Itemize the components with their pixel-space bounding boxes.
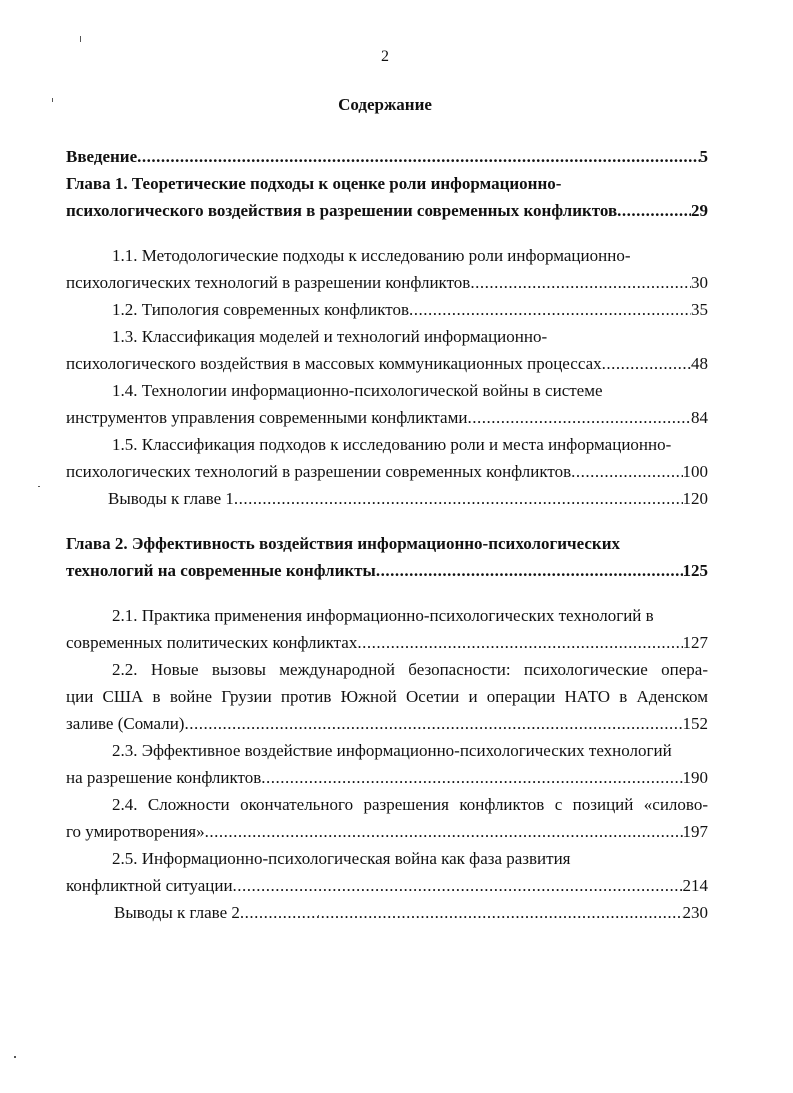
toc-chapter2	[66, 557, 708, 584]
scan-speck	[38, 486, 40, 487]
toc-section-1-1-page: 30	[691, 273, 708, 292]
toc-section-2-4	[66, 818, 708, 845]
leader-dots	[376, 557, 683, 584]
toc-section-1-1-line2: психологических технологий в разрешении конфликтов	[66, 273, 471, 292]
toc-section-1-4-line2: инструментов управления современными конфликтами	[66, 408, 468, 427]
leader-dots	[602, 350, 691, 377]
toc-section-2-1-line1: 2.1. Практика применения информационно-психологических технологий в	[112, 606, 654, 625]
leader-dots	[571, 458, 682, 485]
toc-section-1-1	[66, 269, 708, 296]
scan-speck	[52, 98, 53, 102]
toc-section-1-1-line1: 1.1. Методологические подходы к исследованию роли информационно-	[112, 246, 631, 265]
toc-intro	[66, 143, 708, 170]
toc-section-1-5-line2: психологических технологий в разрешении современных конфликтов	[66, 462, 572, 481]
toc-chapter2-line1: Глава 2. Эффективность воздействия информационно-психологических	[66, 534, 621, 553]
leader-dots	[617, 197, 691, 224]
toc-section-2-2-page: 152	[682, 714, 708, 733]
leader-dots	[240, 899, 683, 926]
toc-chapter1	[66, 197, 708, 224]
toc-intro-page: 5	[699, 147, 708, 166]
toc-section-1-4	[66, 404, 708, 431]
toc-section-2-3-line1: 2.3. Эффективное воздействие информационно-психологических технологий	[112, 741, 672, 760]
toc-chapter1-page: 29	[691, 201, 708, 220]
toc-chapter2-line2: технологий на современные конфликты	[66, 561, 376, 580]
toc-section-1-5	[66, 458, 708, 485]
page-title: Содержание	[338, 95, 432, 114]
toc-section-2-3-page: 190	[682, 768, 708, 787]
toc-section-2-3	[66, 764, 708, 791]
leader-dots	[234, 485, 683, 512]
toc-chapter1-line2: психологического воздействия в разрешении современных конфликтов	[66, 201, 618, 220]
toc-section-1-5-line1: 1.5. Классификация подходов к исследованию роли и места информационно-	[112, 435, 672, 454]
toc-section-1-3-line2: психологического воздействия в массовых коммуникационных процессах	[66, 354, 602, 373]
toc-section-2-4-page: 197	[682, 822, 708, 841]
leader-dots	[137, 143, 699, 170]
page-number: 2	[381, 48, 389, 65]
leader-dots	[261, 764, 682, 791]
toc-section-2-1-line2: современных политических конфликтах	[66, 633, 358, 652]
toc-section-2-1-page: 127	[682, 633, 708, 652]
toc-conclusions-1	[66, 485, 708, 512]
table-of-contents	[66, 143, 708, 926]
toc-section-2-5	[66, 872, 708, 899]
toc-section-2-5-line2: конфликтной ситуации	[66, 876, 233, 895]
toc-section-1-2-label: 1.2. Типология современных конфликтов	[112, 300, 410, 319]
toc-section-1-3-line1: 1.3. Классификация моделей и технологий информационно-	[112, 327, 548, 346]
leader-dots	[467, 404, 691, 431]
leader-dots	[205, 818, 683, 845]
toc-section-1-5-page: 100	[682, 462, 708, 481]
toc-conclusions-2-page: 230	[682, 903, 708, 922]
toc-conclusions-2-label: Выводы к главе 2	[114, 903, 240, 922]
leader-dots	[184, 710, 682, 737]
toc-section-1-2	[66, 296, 708, 323]
toc-conclusions-1-page: 120	[682, 489, 708, 508]
toc-section-2-2-line3: заливе (Сомали)	[66, 714, 185, 733]
toc-section-2-5-line1: 2.5. Информационно-психологическая война как фаза развития	[112, 849, 571, 868]
toc-chapter1-line1: Глава 1. Теоретические подходы к оценке роли информационно-	[66, 174, 562, 193]
toc-section-1-3	[66, 350, 708, 377]
toc-section-2-2-line2: ции США в войне Грузии против Южной Осетии и операции НАТО в Аденском	[66, 687, 708, 706]
toc-section-2-4-line2: го умиротворения»	[66, 822, 205, 841]
toc-section-1-2-page: 35	[691, 300, 708, 319]
scan-speck	[318, 915, 319, 918]
scan-speck	[14, 1056, 16, 1058]
toc-section-1-4-line1: 1.4. Технологии информационно-психологической войны в системе	[112, 381, 603, 400]
toc-section-2-4-line1: 2.4. Сложности окончательного разрешения конфликтов с позиций «силово-	[112, 795, 708, 814]
toc-section-1-4-page: 84	[691, 408, 708, 427]
toc-chapter2-page: 125	[682, 561, 708, 580]
toc-conclusions-2	[66, 899, 708, 926]
toc-conclusions-1-label: Выводы к главе 1	[108, 489, 234, 508]
toc-section-2-5-page: 214	[682, 876, 708, 895]
leader-dots	[409, 296, 691, 323]
toc-section-2-2	[66, 710, 708, 737]
scan-speck	[80, 36, 81, 42]
toc-section-2-3-line2: на разрешение конфликтов	[66, 768, 262, 787]
toc-intro-label: Введение	[66, 147, 138, 166]
leader-dots	[357, 629, 682, 656]
toc-section-2-2-line1: 2.2. Новые вызовы международной безопасности: психологические опера-	[112, 660, 708, 679]
toc-section-2-1	[66, 629, 708, 656]
leader-dots	[470, 269, 691, 296]
leader-dots	[233, 872, 683, 899]
toc-section-1-3-page: 48	[691, 354, 708, 373]
